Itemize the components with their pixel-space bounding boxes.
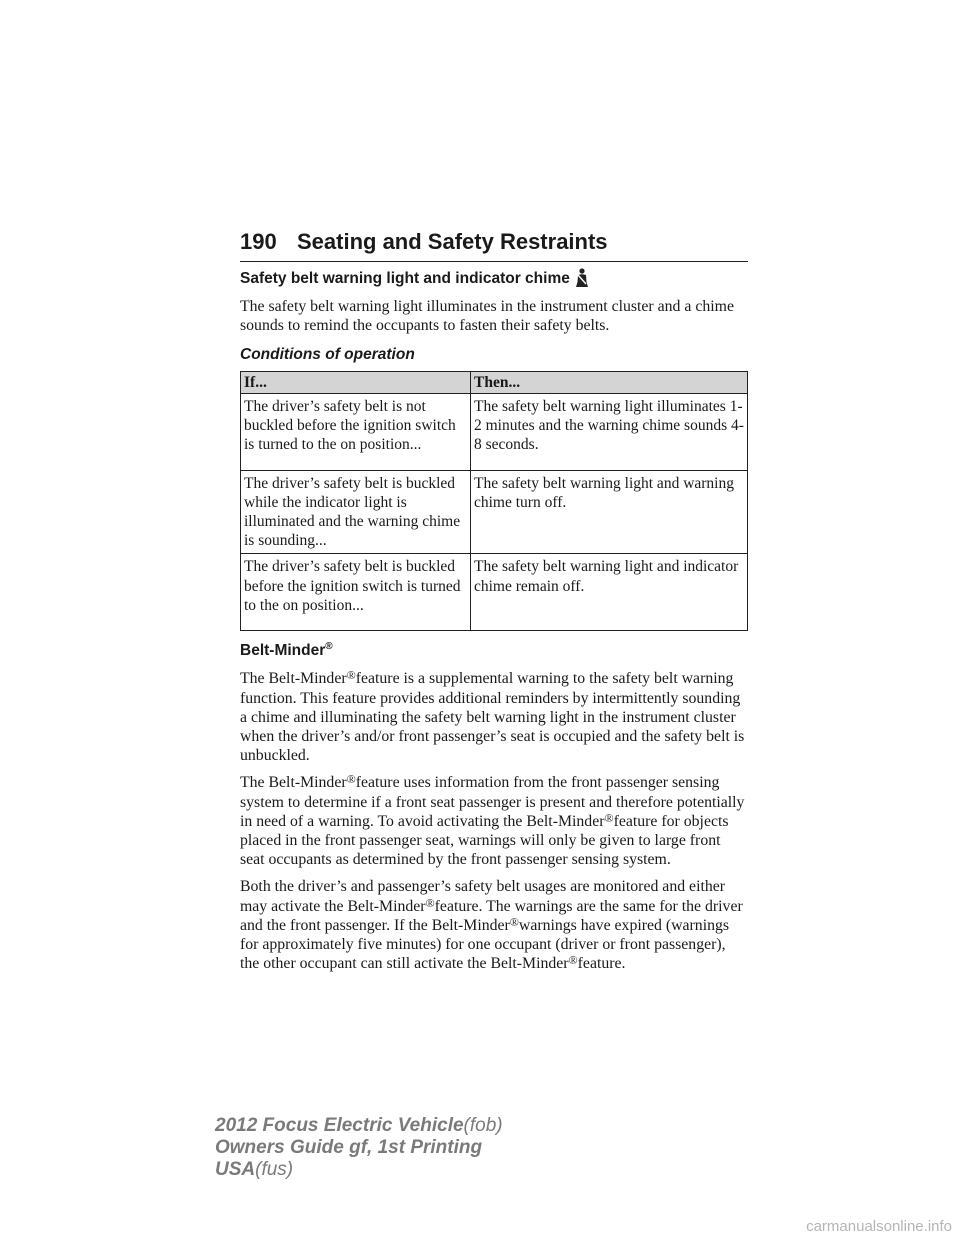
footer-line-3 xyxy=(215,1159,503,1181)
registered-mark: ® xyxy=(346,668,356,683)
registered-mark: ® xyxy=(425,895,435,910)
footer-code: (fob) xyxy=(463,1115,503,1136)
safety-belt-intro: The safety belt warning light illuminates in the instrument cluster and a chime sounds to remind the occupants to fasten their safety belts. xyxy=(240,298,734,335)
paragraph-text: Both the driver’s and passenger’s safety belt usages are monitored and either may activate the Belt-Minder xyxy=(240,878,726,915)
table-row xyxy=(241,470,748,554)
paragraph-text: feature is a supplemental warning to the safety belt warning function. This feature provides additional reminders by intermittently sounding a chime and illuminating the safety belt warning light in the instrument cluster when the driver’s and/or front passenger’s seat is occupied and the safety belt is unbuckled. xyxy=(240,670,745,765)
registered-mark: ® xyxy=(346,772,356,787)
registered-mark: ® xyxy=(509,914,519,929)
safety-belt-heading-text: Safety belt warning light and indicator chime xyxy=(240,270,570,287)
table-row xyxy=(241,554,748,631)
paragraph-text: The Belt-Minder xyxy=(240,670,347,688)
table-cell-then: The safety belt warning light and indicator chime remain off. xyxy=(471,554,748,631)
registered-mark: ® xyxy=(568,953,578,968)
paragraph-text: feature uses information from the front passenger sensing system to determine if a front seat passenger is present and therefore potentially in need of a warning. To avoid activating the Belt-Minder xyxy=(240,774,745,830)
paragraph-text: feature for objects placed in the front passenger seat, warnings will only be given to large front seat occupants as determined by the front passenger sensing system. xyxy=(240,812,729,869)
registered-mark: ® xyxy=(604,810,614,825)
paragraph-text: warnings have expired (warnings for approximately five minutes) for one occupant (driver or front passenger), the other occupant can still activate the Belt-Minder xyxy=(240,916,730,973)
safety-belt-heading xyxy=(240,268,748,289)
footer-code: (fus) xyxy=(255,1159,294,1180)
belt-minder-paragraph-3 xyxy=(240,877,748,973)
table-cell-if: The driver’s safety belt is buckled before the ignition switch is turned to the on position... xyxy=(241,554,471,631)
conditions-table xyxy=(240,371,748,631)
footer-printing: Owners Guide gf, 1st Printing xyxy=(215,1137,483,1158)
column-header-if: If... xyxy=(241,372,471,393)
conditions-heading: Conditions of operation xyxy=(240,346,415,364)
paragraph-text: The Belt-Minder xyxy=(240,774,347,792)
document-footer xyxy=(215,1115,503,1181)
table-cell-if: The driver’s safety belt is buckled while the indicator light is illuminated and the warning chime is sounding... xyxy=(241,470,471,554)
table-cell-then: The safety belt warning light and warning chime turn off. xyxy=(471,470,748,554)
table-header-row xyxy=(241,372,748,393)
belt-minder-heading xyxy=(240,641,748,661)
page-content xyxy=(240,268,748,973)
paragraph-text: feature. The warnings are the same for the driver and the front passenger. If the Belt-Minder xyxy=(240,897,743,934)
table-cell-if: The driver’s safety belt is not buckled before the ignition switch is turned to the on position... xyxy=(241,393,471,470)
column-header-then: Then... xyxy=(471,372,748,393)
footer-vehicle: 2012 Focus Electric Vehicle xyxy=(215,1115,464,1136)
footer-line-1 xyxy=(215,1115,503,1137)
belt-minder-paragraph-2 xyxy=(240,773,748,869)
watermark: carmanualsonline.info xyxy=(806,1218,952,1235)
footer-market: USA xyxy=(215,1159,256,1180)
section-title: Seating and Safety Restraints xyxy=(297,229,608,254)
page-number: 190 xyxy=(240,229,277,254)
table-row xyxy=(241,393,748,470)
table-cell-then: The safety belt warning light illuminates 1-2 minutes and the warning chime sounds 4-8 seconds. xyxy=(471,393,748,470)
page-header xyxy=(240,229,748,262)
safety-belt-icon xyxy=(574,268,590,288)
paragraph-text: feature. xyxy=(577,955,626,973)
footer-line-2 xyxy=(215,1137,503,1159)
registered-mark: ® xyxy=(325,641,333,653)
belt-minder-paragraph-1 xyxy=(240,669,748,765)
belt-minder-heading-text: Belt-Minder xyxy=(240,642,326,660)
